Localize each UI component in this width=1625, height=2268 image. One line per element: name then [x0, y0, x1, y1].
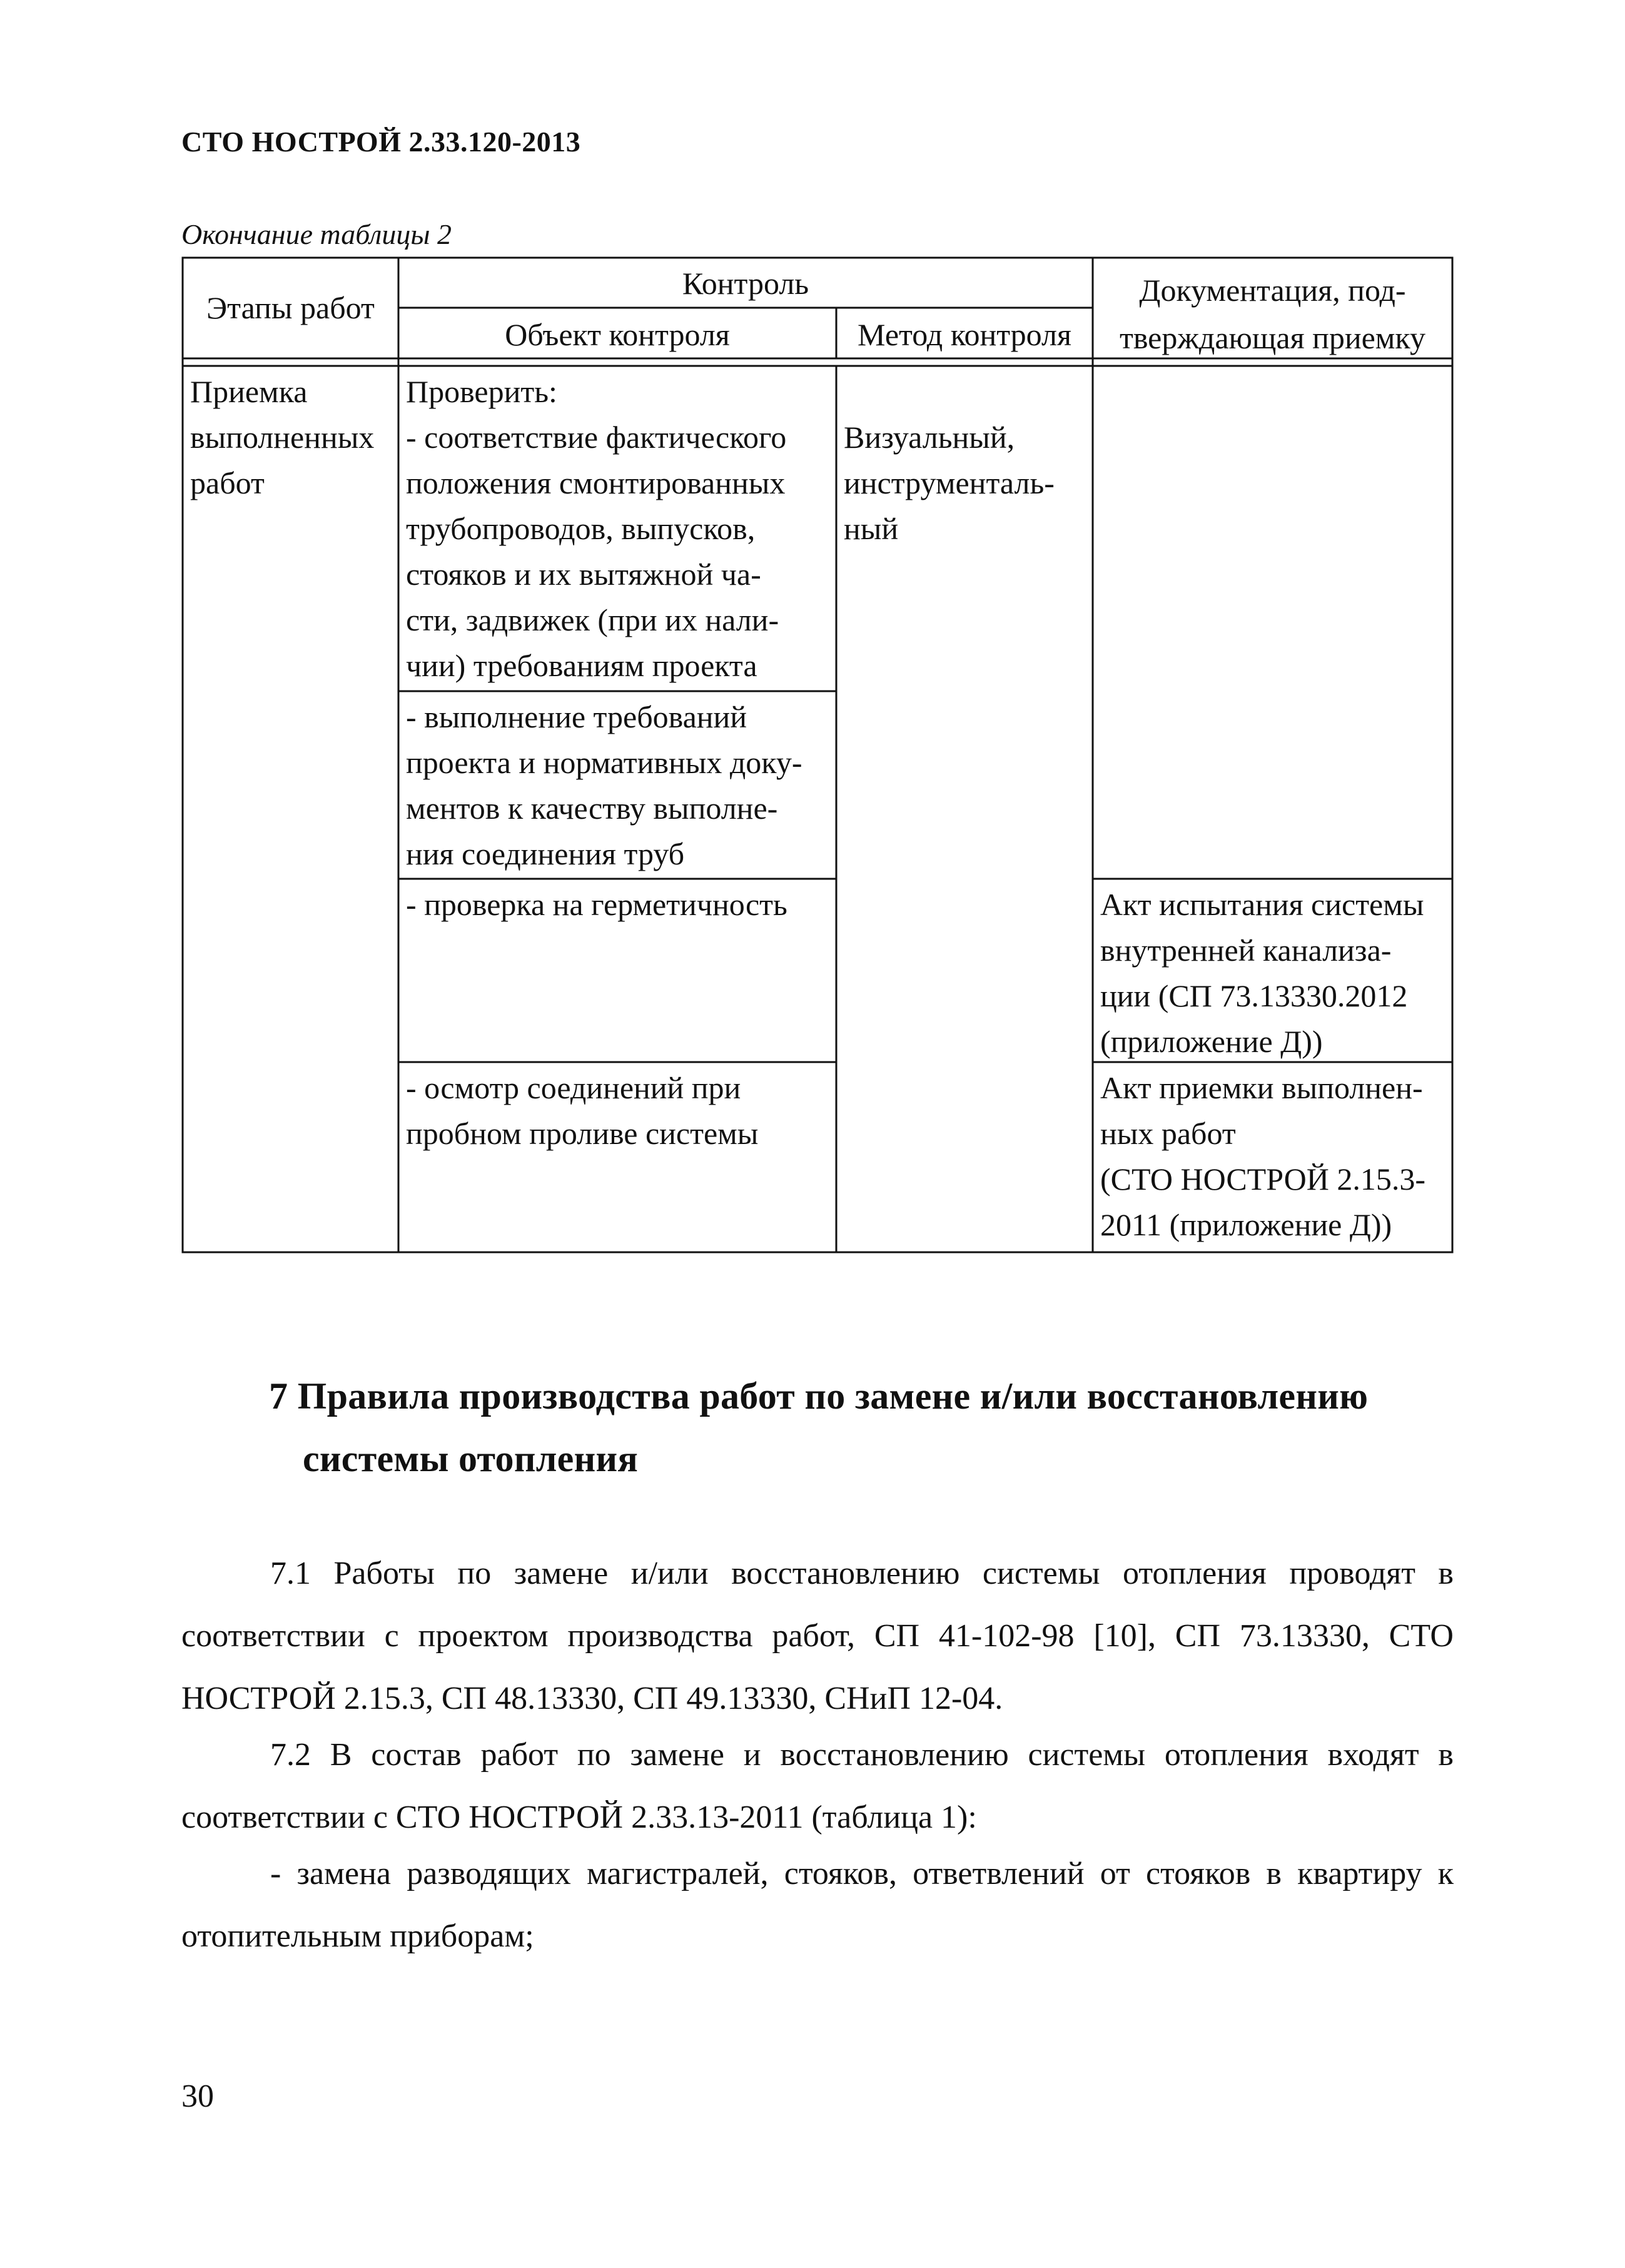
section-heading-line2: системы отопления — [303, 1438, 639, 1479]
header-control: Контроль — [682, 266, 809, 301]
paragraph: 7.1 Работы по замене и/или восстановлению системы отопления проводят в соответствии с проектом производства работ, СП 41-102-98 [10], СП 73.13330, СТО НОСТРОЙ 2.15.3, СП 48.13330, СП 49.13330, СНиП 12-04. — [181, 1556, 1454, 1716]
document-code-header: СТО НОСТРОЙ 2.33.120-2013 — [181, 126, 581, 158]
header-documentation: Документация, под- тверждающая приемку — [1119, 273, 1425, 355]
object-cell: - осмотр соединений при пробном проливе системы — [406, 1070, 759, 1151]
section-heading — [269, 1365, 1457, 1490]
object-cell: Проверить: - соответствие фактического положения смонтированных трубопроводов, выпусков, стояков и их вытяжной ча- сти, задвижек (при их нали- чии) требованиям проекта — [406, 374, 787, 683]
method-cell: Визуальный, инструменталь- ный — [844, 420, 1055, 546]
object-cell: - проверка на герметичность — [406, 887, 787, 922]
documentation-cell: Акт испытания системы внутренней канализа- ции (СП 73.13330.2012 (приложение Д)) — [1100, 887, 1424, 1059]
section-heading-line1: 7 Правила производства работ по замене и/или восстановлению — [269, 1375, 1369, 1417]
object-cell: - выполнение требований проекта и нормативных доку- ментов к качеству выполне- ния соединения труб — [406, 699, 802, 871]
list-item: - замена разводящих магистралей, стояков, ответвлений от стояков в квартиру к отопительным приборам; — [181, 1856, 1454, 1954]
documentation-cell: Акт приемки выполнен- ных работ (СТО НОСТРОЙ 2.15.3- 2011 (приложение Д)) — [1100, 1070, 1425, 1242]
control-table — [181, 256, 1454, 1253]
header-object: Объект контроля — [505, 317, 730, 352]
header-stages: Этапы работ — [206, 290, 375, 325]
stage-cell: Приемка выполненных работ — [190, 374, 375, 500]
table-caption: Окончание таблицы 2 — [181, 218, 452, 250]
header-method: Метод контроля — [858, 317, 1071, 352]
paragraph: 7.2 В состав работ по замене и восстановлению системы отопления входят в соответствии с СТО НОСТРОЙ 2.33.13-2011 (таблица 1): — [181, 1737, 1454, 1835]
page-number: 30 — [181, 2078, 214, 2114]
